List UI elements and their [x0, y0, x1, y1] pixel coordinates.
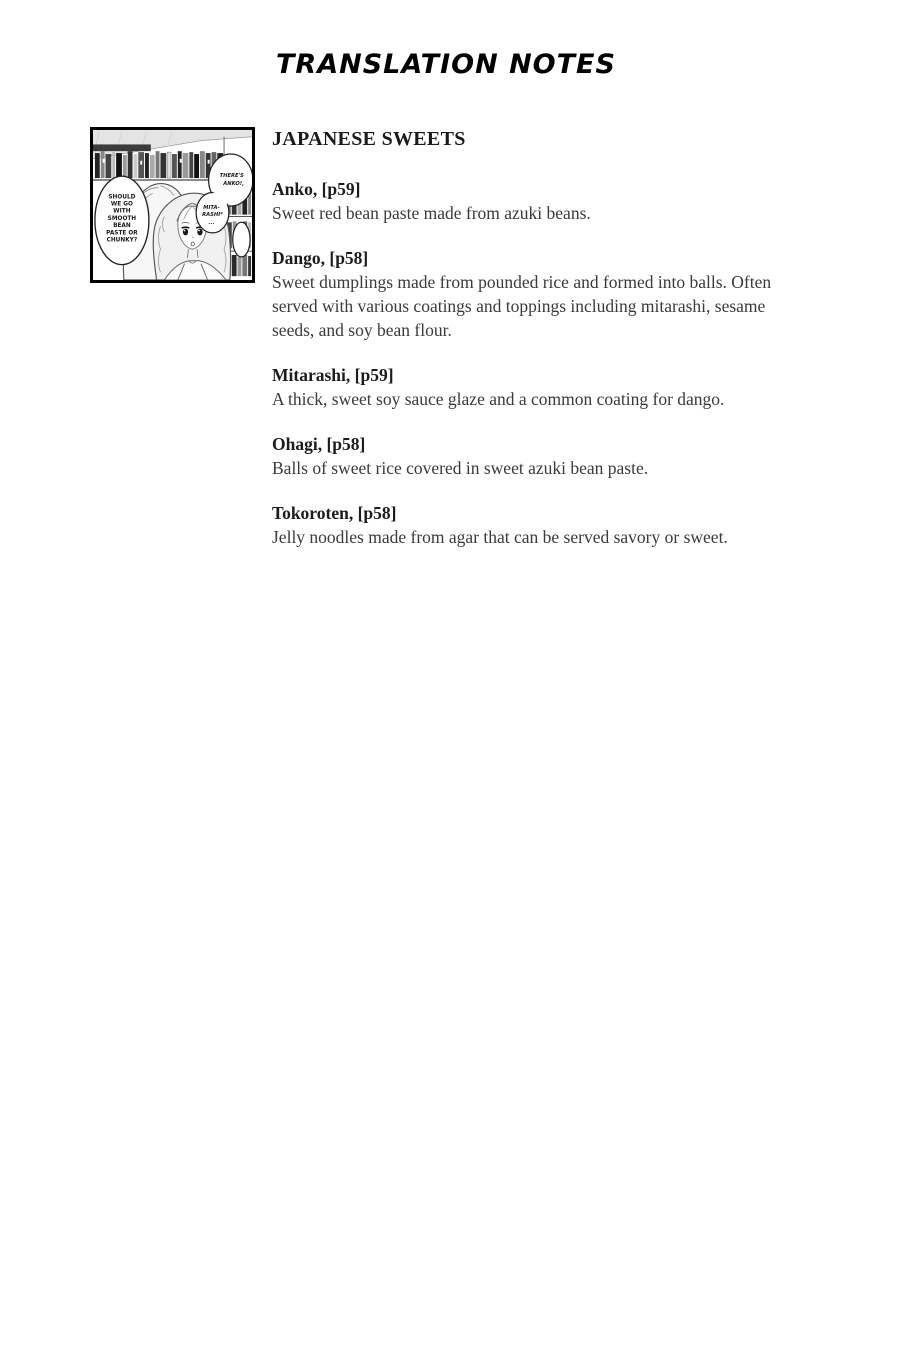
entry-term: Ohagi, [p58] — [272, 434, 366, 454]
entry-term: Dango, [p58] — [272, 248, 369, 268]
entry-definition: A thick, sweet soy sauce glaze and a common coating for dango. — [272, 389, 725, 409]
entry-definition: Balls of sweet rice covered in sweet azuki bean paste. — [272, 458, 649, 478]
section-heading: JAPANESE SWEETS — [272, 128, 466, 150]
bubble-text-line: SMOOTH — [107, 215, 137, 222]
manga-panel-illustration — [93, 130, 252, 280]
bubble-text-line: ... — [208, 220, 215, 227]
entry-term: Mitarashi, [p59] — [272, 365, 394, 385]
glossary-entry — [272, 363, 772, 411]
speech-bubble-left — [95, 176, 149, 264]
glossary-entry — [272, 177, 772, 225]
glossary-entry — [272, 501, 772, 549]
bubble-text-line: THERE'S — [219, 173, 244, 180]
bubble-text-line: SHOULD — [108, 194, 136, 201]
entry-term: Tokoroten, [p58] — [272, 503, 397, 523]
bubble-text-line: WE GO — [110, 201, 133, 208]
entry-definition: Jelly noodles made from agar that can be served savory or sweet. — [272, 527, 728, 547]
bubble-text-line: PASTE OR — [106, 230, 138, 237]
bubble-text-line: MITA- — [203, 204, 220, 211]
entry-definition: Sweet red bean paste made from azuki beans. — [272, 203, 591, 223]
glossary-content — [272, 127, 772, 570]
bubble-text-line: RASHI* — [202, 212, 223, 219]
entry-definition: Sweet dumplings made from pounded rice and formed into balls. Often served with various coatings and toppings including mitarashi, sesame seeds, and soy bean flour. — [272, 272, 772, 340]
bubble-text-line: BEAN — [113, 223, 131, 230]
bubble-text-line: CHUNKY? — [106, 237, 138, 244]
manga-panel — [90, 127, 255, 283]
bubble-text-line: WITH — [113, 208, 131, 215]
glossary-entry — [272, 246, 772, 342]
bubble-text-line: ANKO!, — [223, 180, 245, 187]
page-title: TRANSLATION NOTES — [276, 49, 616, 80]
entry-term: Anko, [p59] — [272, 179, 361, 199]
glossary-entry — [272, 432, 772, 480]
